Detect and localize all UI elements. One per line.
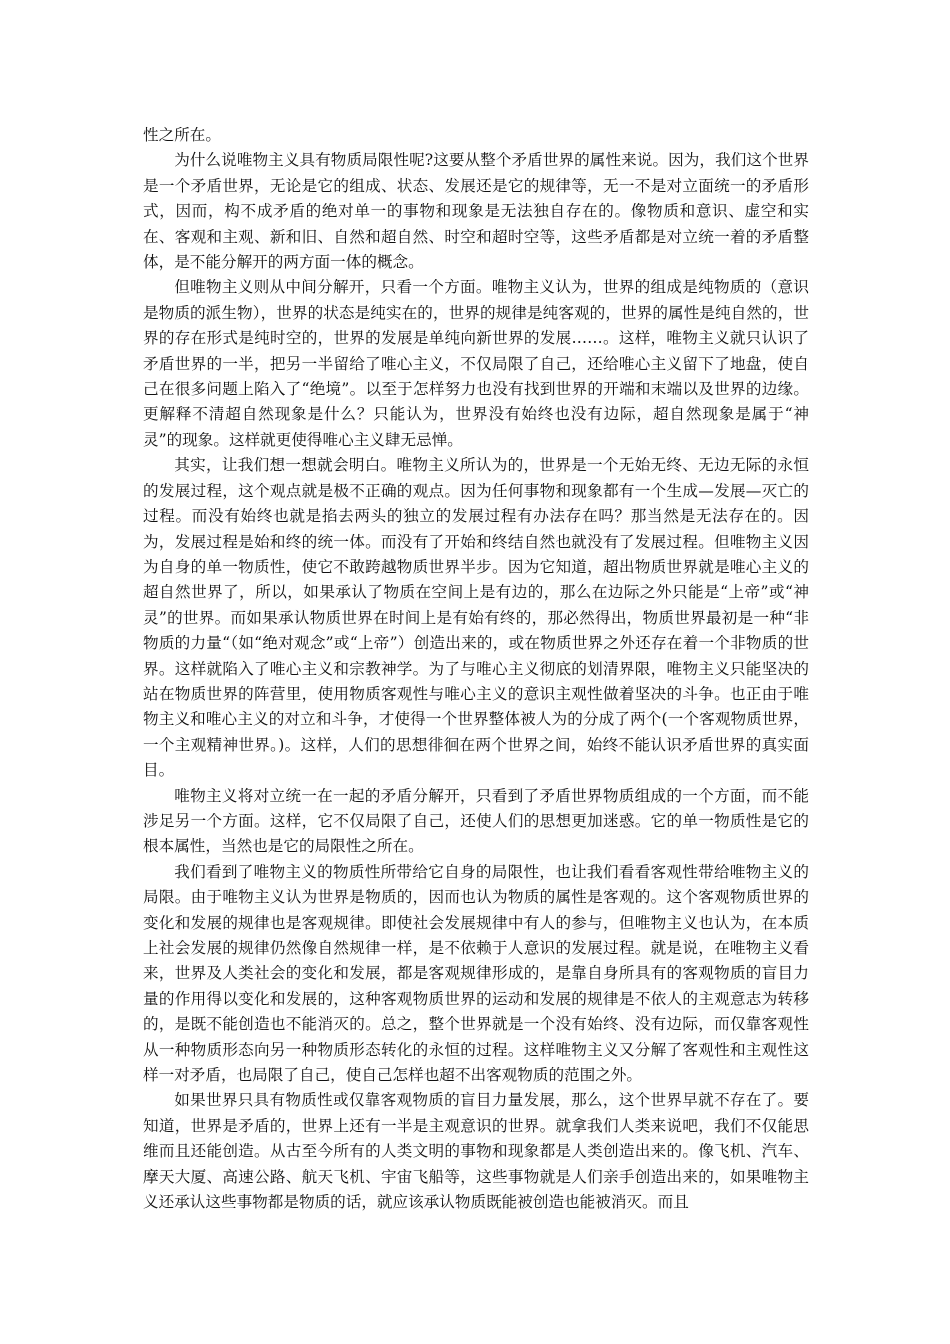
paragraph: 唯物主义将对立统一在一起的矛盾分解开，只看到了矛盾世界物质组成的一个方面，而不能涉足另一个方面。这样，它不仅局限了自己，还使人们的思想更加迷惑。它的单一物质性是它的根本属性，当然也是它的局限性之所在。	[143, 786, 809, 856]
paragraph: 为什么说唯物主义具有物质局限性呢?这要从整个矛盾世界的属性来说。因为，我们这个世界是一个矛盾世界，无论是它的组成、状态、发展还是它的规律等，无一不是对立面统一的矛盾形式，因而，构不成矛盾的绝对单一的事物和现象是无法独自存在的。像物质和意识、虚空和实在、客观和主观、新和旧、自然和超自然、时空和超时空等，这些矛盾都是对立统一着的矛盾整体，是不能分解开的两方面一体的概念。	[143, 151, 809, 272]
paragraph: 我们看到了唯物主义的物质性所带给它自身的局限性，也让我们看看客观性带给唯物主义的局限。由于唯物主义认为世界是物质的，因而也认为物质的属性是客观的。这个客观物质世界的变化和发展的规律也是客观规律。即使社会发展规律中有人的参与，但唯物主义也认为，在本质上社会发展的规律仍然像自然规律一样，是不依赖于人意识的发展过程。就是说，在唯物主义看来，世界及人类社会的变化和发展，都是客观规律形成的，是靠自身所具有的客观物质的盲目力量的作用得以变化和发展的，这种客观物质世界的运动和发展的规律是不依人的主观意志为转移的，是既不能创造也不能消灭的。总之，整个世界就是一个没有始终、没有边际，而仅靠客观性从一种物质形态向另一种物质形态转化的永恒的过程。这样唯物主义又分解了客观性和主观性这样一对矛盾，也局限了自己，使自己怎样也超不出客观物质的范围之外。	[143, 862, 809, 1085]
paragraph-continuation: 性之所在。	[143, 126, 221, 144]
paragraph: 如果世界只具有物质性或仅靠客观物质的盲目力量发展，那么，这个世界早就不存在了。要知道，世界是矛盾的，世界上还有一半是主观意识的世界。就拿我们人类来说吧，我们不仅能思维而且还能创造。从古至今所有的人类文明的事物和现象都是人类创造出来的。像飞机、汽车、摩天大厦、高速公路、航天飞机、宇宙飞船等，这些事物就是人们亲手创造出来的，如果唯物主义还承认这些事物都是物质的话，就应该承认物质既能被创造也能被消灭。而且	[143, 1091, 809, 1212]
document-body	[143, 123, 809, 1215]
paragraph: 但唯物主义则从中间分解开，只看一个方面。唯物主义认为，世界的组成是纯物质的（意识是物质的派生物），世界的状态是纯实在的，世界的规律是纯客观的，世界的属性是纯自然的，世界的存在形式是纯时空的，世界的发展是单纯向新世界的发展……。这样，唯物主义就只认识了矛盾世界的一半，把另一半留给了唯心主义，不仅局限了自己，还给唯心主义留下了地盘，使自己在很多问题上陷入了“绝境”。以至于怎样努力也没有找到世界的开端和末端以及世界的边缘。更解释不清超自然现象是什么？只能认为，世界没有始终也没有边际，超自然现象是属于“神灵”的现象。这样就更使得唯心主义肆无忌惮。	[143, 278, 809, 449]
paragraph: 其实，让我们想一想就会明白。唯物主义所认为的，世界是一个无始无终、无边无际的永恒的发展过程，这个观点就是极不正确的观点。因为任何事物和现象都有一个生成—发展—灭亡的过程。而没有始终也就是掐去两头的独立的发展过程有办法存在吗？那当然是无法存在的。因为，发展过程是始和终的统一体。而没有了开始和终结自然也就没有了发展过程。但唯物主义因为自身的单一物质性，使它不敢跨越物质世界半步。因为它知道，超出物质世界就是唯心主义的超自然世界了，所以，如果承认了物质在空间上是有边的，那么在边际之外只能是“上帝”或“神灵”的世界。而如果承认物质世界在时间上是有始有终的，那必然得出，物质世界最初是一种“非物质的力量“（如“绝对观念”或“上帝”）创造出来的，或在物质世界之外还存在着一个非物质的世界。这样就陷入了唯心主义和宗教神学。为了与唯心主义彻底的划清界限，唯物主义只能坚决的站在物质世界的阵营里，使用物质客观性与唯心主义的意识主观性做着坚决的斗争。也正由于唯物主义和唯心主义的对立和斗争，才使得一个世界整体被人为的分成了两个(一个客观物质世界，一个主观精神世界。)。这样，人们的思想徘徊在两个世界之间，始终不能认识矛盾世界的真实面目。	[143, 456, 809, 780]
